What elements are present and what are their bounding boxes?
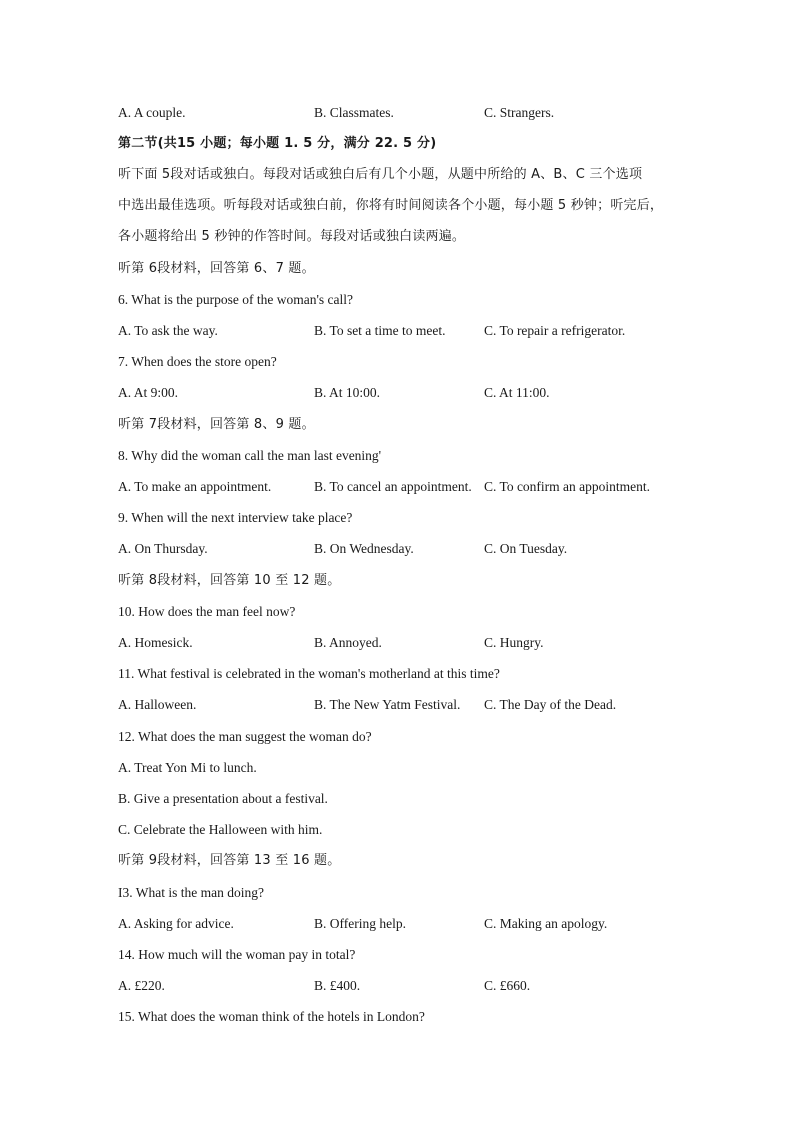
instruction-line-2: 中选出最佳选项。听每段对话或独白前，你将有时间阅读各个小题，每小题 5 秒钟；听完后，: [118, 198, 664, 213]
q14-option-b: B. £400.: [314, 978, 361, 993]
section-header: 第二节(共15 小题；每小题 1. 5 分，满分 22. 5 分): [118, 136, 437, 151]
q11-option-c: C. The Day of the Dead.: [484, 697, 617, 712]
q5-option-c: C. Strangers.: [484, 105, 555, 120]
q10-option-b: B. Annoyed.: [314, 635, 382, 650]
q9-option-a: A. On Thursday.: [118, 541, 208, 556]
question-15: 15. What does the woman think of the hotels in London?: [118, 1009, 425, 1024]
group-intro-8: 听第 8段材料，回答第 10 至 12 题。: [118, 573, 341, 588]
q6-option-b: B. To set a time to meet.: [314, 323, 446, 338]
q14-option-a: A. £220.: [118, 978, 165, 993]
question-7: 7. When does the store open?: [118, 354, 277, 369]
q12-option-b: B. Give a presentation about a festival.: [118, 791, 328, 806]
q5-option-a: A. A couple.: [118, 105, 186, 120]
instruction-line-1: 听下面 5段对话或独白。每段对话或独白后有几个小题，从题中所给的 A、B、C 三个选项: [118, 167, 643, 182]
question-11: 11. What festival is celebrated in the woman's motherland at this time?: [118, 666, 500, 681]
q14-option-c: C. £660.: [484, 978, 531, 993]
q7-option-c: C. At 11:00.: [484, 385, 550, 400]
q6-option-a: A. To ask the way.: [118, 323, 218, 338]
group-intro-7: 听第 7段材料，回答第 8、9 题。: [118, 417, 315, 432]
instruction-line-3: 各小题将给出 5 秒钟的作答时间。每段对话或独白读两遍。: [118, 229, 466, 244]
q13-option-b: B. Offering help.: [314, 916, 406, 931]
q9-option-c: C. On Tuesday.: [484, 541, 568, 556]
question-6: 6. What is the purpose of the woman's call?: [118, 292, 353, 307]
q13-option-a: A. Asking for advice.: [118, 916, 234, 931]
q13-option-c: C. Making an apology.: [484, 916, 608, 931]
group-intro-6: 听第 6段材料，回答第 6、7 题。: [118, 261, 315, 276]
q10-option-c: C. Hungry.: [484, 635, 544, 650]
q11-option-a: A. Halloween.: [118, 697, 197, 712]
question-9: 9. When will the next interview take place?: [118, 510, 353, 525]
q7-option-a: A. At 9:00.: [118, 385, 179, 400]
q9-option-b: B. On Wednesday.: [314, 541, 414, 556]
q7-option-b: B. At 10:00.: [314, 385, 381, 400]
q12-option-c: C. Celebrate the Halloween with him.: [118, 822, 323, 837]
group-intro-9: 听第 9段材料，回答第 13 至 16 题。: [118, 853, 341, 868]
q6-option-c: C. To repair a refrigerator.: [484, 323, 626, 338]
q8-option-c: C. To confirm an appointment.: [484, 479, 651, 494]
question-8: 8. Why did the woman call the man last evening': [118, 448, 382, 463]
q11-option-b: B. The New Yatm Festival.: [314, 697, 461, 712]
q8-option-b: B. To cancel an appointment.: [314, 479, 472, 494]
question-13: I3. What is the man doing?: [118, 885, 264, 900]
question-14: 14. How much will the woman pay in total?: [118, 947, 356, 962]
question-12: 12. What does the man suggest the woman do?: [118, 729, 372, 744]
q5-option-b: B. Classmates.: [314, 105, 394, 120]
q12-option-a: A. Treat Yon Mi to lunch.: [118, 760, 257, 775]
q10-option-a: A. Homesick.: [118, 635, 193, 650]
q8-option-a: A. To make an appointment.: [118, 479, 272, 494]
question-10: 10. How does the man feel now?: [118, 604, 296, 619]
